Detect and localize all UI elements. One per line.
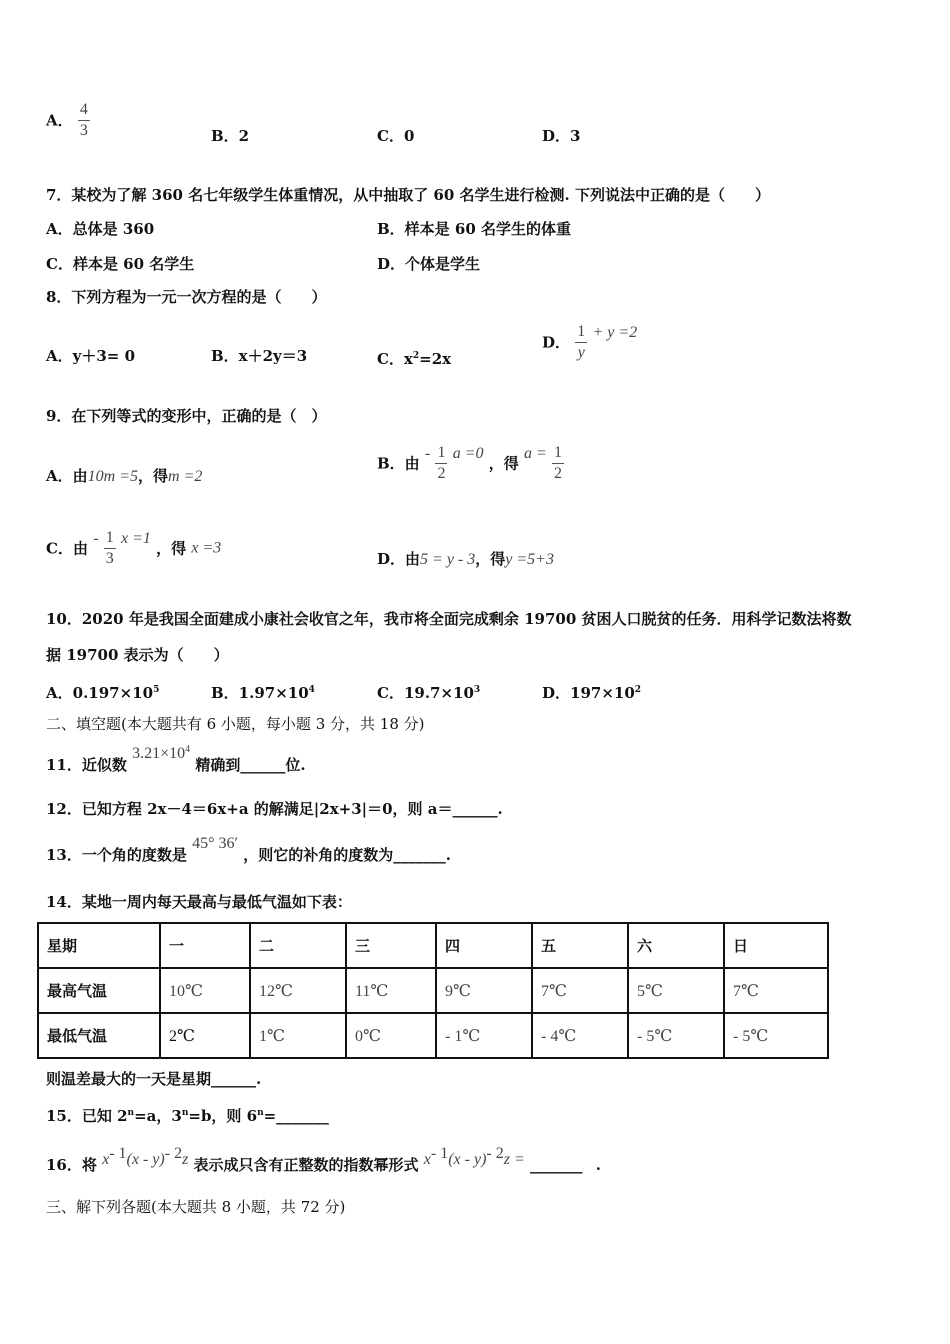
row-label-high: 最高气温 — [38, 968, 160, 1013]
high-temp-cell: 9℃ — [436, 968, 532, 1013]
q8-d-fraction: $\frac{1}{y}$ — [577, 323, 586, 361]
table-header-cell: 日 — [724, 923, 828, 968]
q15-line: 15．已知 $2^n=a$，$3^n=b$，则 $6^n=\_\_\_\_\_\_\_$ — [46, 1107, 329, 1125]
q6-fraction: $\frac{4}{3}$ — [79, 101, 88, 139]
low-temp-cell: 0℃ — [346, 1013, 436, 1058]
q10-stem-line2: 据 19700 表示为（ ） — [46, 646, 229, 664]
low-temp-cell: - 4℃ — [532, 1013, 628, 1058]
q9-option-a: A．由10m =5，得m =2 — [46, 467, 203, 485]
section-3-heading: 三、解下列各题(本大题共 8 小题，共 72 分) — [46, 1198, 346, 1216]
q11-line: 11．近似数 $3.21\times 10^4$ 精确到______位. — [46, 744, 306, 774]
q16-line: 16．将 $x^{- 1}(x - y)^{- 2}z$ 表示成只含有正整数的指数幂形式 $x^{- 1}(x - y)^{- 2}z$ = _______ . — [46, 1145, 601, 1174]
q14-stem: 14．某地一周内每天最高与最低气温如下表： — [46, 893, 352, 911]
table-row — [38, 923, 828, 968]
table-header-cell: 五 — [532, 923, 628, 968]
q6-option-d: D．3 — [542, 127, 581, 145]
high-temp-cell: 7℃ — [724, 968, 828, 1013]
high-temp-cell: 7℃ — [532, 968, 628, 1013]
q10-stem-line1: 10．2020 年是我国全面建成小康社会收官之年，我市将全面完成剩余 19700 贫困人口脱贫的任务．用科学记数法将数 — [46, 610, 852, 628]
high-temp-cell: 5℃ — [628, 968, 724, 1013]
high-temp-cell: 10℃ — [160, 968, 250, 1013]
row-label-low: 最低气温 — [38, 1013, 160, 1058]
q10-option-c: C．$19.7\times 10^3$ — [377, 684, 481, 702]
section-2-heading: 二、填空题(本大题共有 6 小题，每小题 3 分，共 18 分) — [46, 715, 425, 733]
low-temp-cell: - 5℃ — [628, 1013, 724, 1058]
q9-option-c: C．由 - $\frac{1}{3}$ x =1 ，得 x =3 — [46, 529, 222, 567]
q13-line: 13．一个角的度数是 45° 36′ ，则它的补角的度数为_______. — [46, 835, 451, 864]
q10-option-d: D．$197\times 10^2$ — [542, 684, 642, 702]
table-row — [38, 1013, 828, 1058]
q6-option-c: C．0 — [377, 127, 415, 145]
q9-option-d: D．由5 = y - 3，得y =5+3 — [377, 550, 554, 568]
q9-b-fraction: $\frac{1}{2}$ — [437, 444, 446, 482]
table-header-cell: 六 — [628, 923, 724, 968]
low-temp-cell: - 5℃ — [724, 1013, 828, 1058]
q8-option-b: B．x＋2y＝3 — [211, 347, 308, 365]
q9-b-fraction-2: $\frac{1}{2}$ — [554, 444, 563, 482]
q8-option-d: D． $\frac{1}{y}$ + y =2 — [542, 323, 638, 361]
q8-stem: 8．下列方程为一元一次方程的是（ ） — [46, 288, 327, 306]
q7-option-d: D．个体是学生 — [377, 255, 481, 273]
q9-option-b: B．由 - $\frac{1}{2}$ a =0 ，得 a = $\frac{1}{2}$ — [377, 444, 563, 482]
table-header-cell: 星期 — [38, 923, 160, 968]
q10-option-b: B．$1.97\times 10^4$ — [211, 684, 315, 702]
high-temp-cell: 12℃ — [250, 968, 346, 1013]
table-header-cell: 一 — [160, 923, 250, 968]
q12-line: 12．已知方程 2x－4＝6x+a 的解满足|2x+3|＝0，则 a＝______. — [46, 800, 503, 818]
q9-stem: 9．在下列等式的变形中，正确的是（ ） — [46, 407, 327, 425]
low-temp-cell: 1℃ — [250, 1013, 346, 1058]
table-header-cell: 三 — [346, 923, 436, 968]
low-temp-cell: 2℃ — [160, 1013, 250, 1058]
q16-expression-1: $x^{- 1}(x - y)^{- 2}z$ — [102, 1145, 189, 1168]
q7-option-b: B．样本是 60 名学生的体重 — [377, 220, 571, 238]
table-row — [38, 968, 828, 1013]
q6-option-b: B．2 — [211, 127, 250, 145]
high-temp-cell: 11℃ — [346, 968, 436, 1013]
q14-tail: 则温差最大的一天是星期______. — [46, 1070, 262, 1088]
table-header-cell: 四 — [436, 923, 532, 968]
q16-expression-2: $x^{- 1}(x - y)^{- 2}z$ = — [423, 1145, 525, 1168]
q7-option-c: C．样本是 60 名学生 — [46, 255, 195, 273]
q7-option-a: A．总体是 360 — [46, 220, 155, 238]
temperature-table — [37, 922, 829, 1059]
q8-option-a: A．y＋3= 0 — [46, 347, 136, 365]
q6-option-a: A． $\frac{4}{3}$ — [46, 101, 88, 139]
q7-stem: 7．某校为了解 360 名七年级学生体重情况，从中抽取了 60 名学生进行检测. 下列说法中正确的是（ ） — [46, 186, 770, 204]
q8-option-c: C．$x^2=2x$ — [377, 350, 452, 368]
q9-c-fraction: $\frac{1}{3}$ — [105, 529, 114, 567]
q10-option-a: A．$0.197\times 10^5$ — [46, 684, 160, 702]
table-header-cell: 二 — [250, 923, 346, 968]
low-temp-cell: - 1℃ — [436, 1013, 532, 1058]
